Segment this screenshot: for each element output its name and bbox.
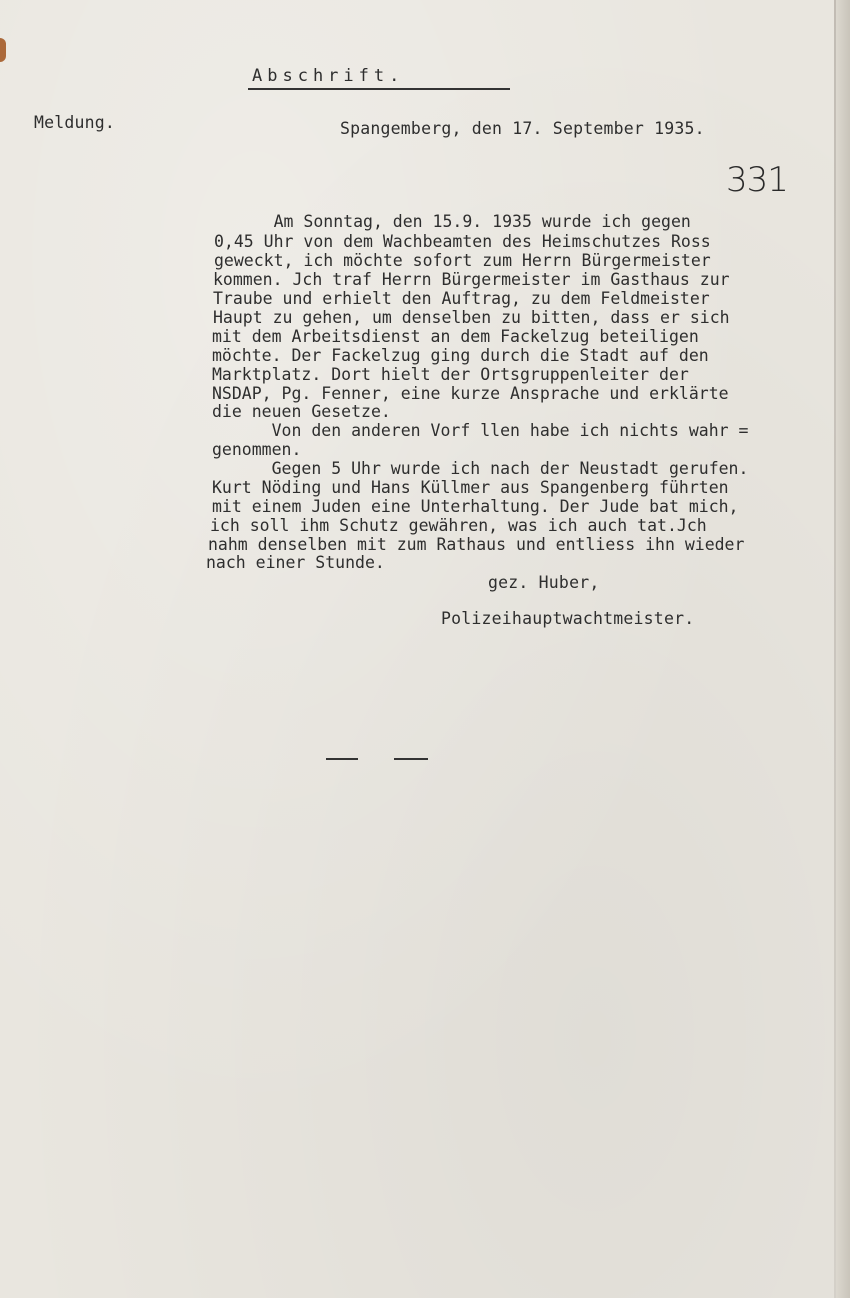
body-line: NSDAP, Pg. Fenner, eine kurze Ansprache und erklärte <box>212 384 729 403</box>
body-line: mit dem Arbeitsdienst an dem Fackelzug beteiligen <box>212 327 699 346</box>
body-line: Haupt zu gehen, um denselben zu bitten, dass er sich <box>213 308 730 327</box>
body-line: genommen. <box>212 440 302 459</box>
signature-title: Polizeihauptwachtmeister. <box>441 609 695 628</box>
body-line: mit einem Juden eine Unterhaltung. Der Jude bat mich, <box>212 497 739 516</box>
body-line: Traube und erhielt den Auftrag, zu dem Feldmeister <box>213 289 710 308</box>
page-fold-line <box>834 0 836 1298</box>
body-line: Marktplatz. Dort hielt der Ortsgruppenleiter der <box>212 365 689 384</box>
body-line: nahm denselben mit zum Rathaus und entliess ihn wieder <box>208 535 745 554</box>
body-line: Am Sonntag, den 15.9. 1935 wurde ich gegen <box>214 212 691 231</box>
body-line: Von den anderen Vorf llen habe ich nichts wahr = <box>212 421 749 440</box>
body-line: geweckt, ich möchte sofort zum Herrn Bürgermeister <box>214 251 711 270</box>
document-title: Abschrift. <box>252 66 405 86</box>
body-line: kommen. Jch traf Herrn Bürgermeister im Gasthaus zur <box>213 270 730 289</box>
body-line: 0,45 Uhr von dem Wachbeamten des Heimschutzes Ross <box>214 232 711 251</box>
body-line: Gegen 5 Uhr wurde ich nach der Neustadt gerufen. <box>212 459 749 478</box>
dateline: Spangemberg, den 17. September 1935. <box>340 119 705 138</box>
body-line: die neuen Gesetze. <box>212 402 391 421</box>
archive-number: 331 <box>726 160 788 200</box>
body-line: möchte. Der Fackelzug ging durch die Stadt auf den <box>212 346 709 365</box>
body-line: Kurt Nöding und Hans Küllmer aus Spangenberg führten <box>212 478 729 497</box>
page-edge <box>836 0 850 1298</box>
body-line: ich soll ihm Schutz gewähren, was ich auch tat.Jch <box>210 516 707 535</box>
closing-dash-left <box>326 758 358 760</box>
signature: gez. Huber, <box>488 573 600 592</box>
title-underline <box>248 88 510 90</box>
closing-dash-right <box>394 758 428 760</box>
document-label: Meldung. <box>34 113 116 132</box>
body-line: nach einer Stunde. <box>206 553 385 572</box>
punch-hole-mark <box>0 38 6 62</box>
